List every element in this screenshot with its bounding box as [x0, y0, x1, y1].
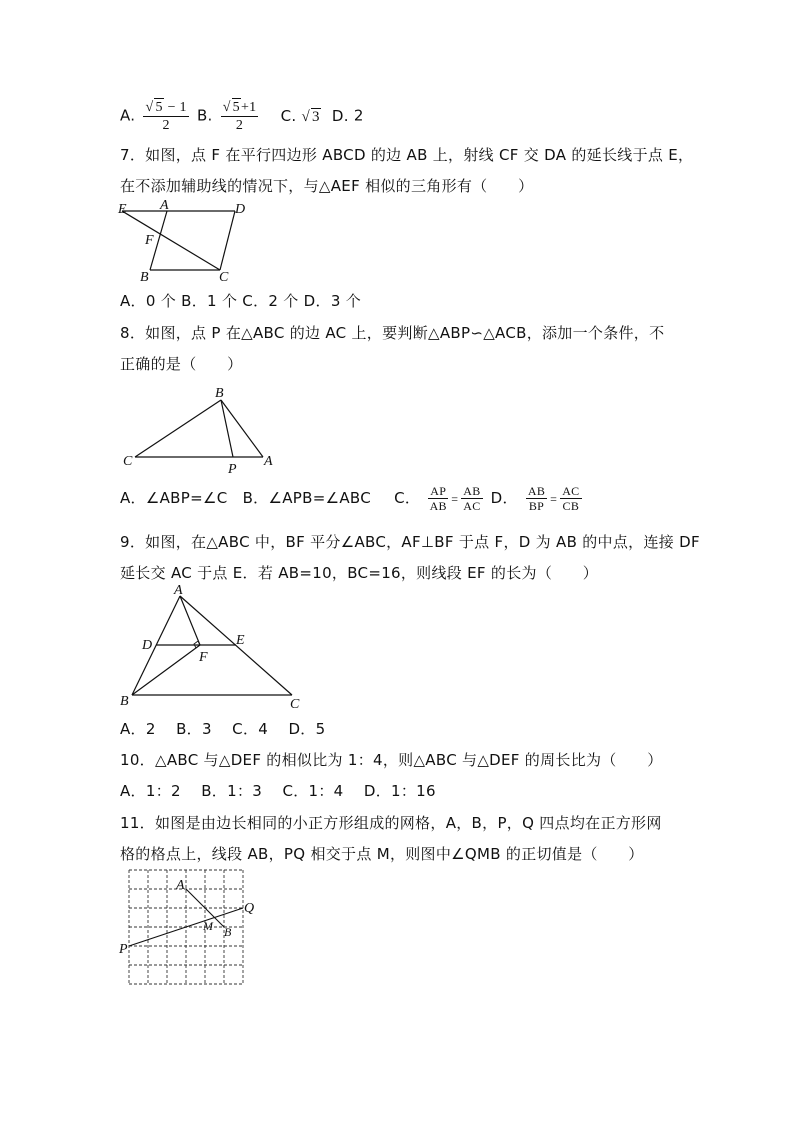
q9-label-B: B — [120, 694, 129, 709]
q7-label-B: B — [140, 270, 149, 285]
q8-c-eq: = — [451, 492, 459, 506]
q6-option-a-fraction: $\frac{√ 5 - 1}{2}$ — [145, 100, 187, 133]
q7-stem-line2: 在不添加辅助线的情况下，与△AEF 相似的三角形有（ ） — [120, 177, 534, 195]
q6-option-c-value: √ 3 — [301, 108, 320, 125]
q6-a-radicand: 5 — [155, 100, 163, 115]
q6-option-c-label: C. — [280, 106, 297, 125]
q7-stem-line1: 7．如图，点 F 在平行四边形 ABCD 的边 AB 上，射线 CF 交 DA 的延长线于点 E， — [120, 146, 694, 164]
q8-d-left-fraction — [526, 484, 547, 513]
q8-c-right-den: AC — [463, 499, 481, 513]
q8-c-right-num: AB — [463, 484, 481, 498]
q8-d-right-num: AC — [562, 484, 580, 498]
q9-label-D: D — [142, 638, 153, 653]
q8-options — [120, 484, 585, 513]
q7-figure — [110, 198, 260, 288]
q11-label-Q: Q — [244, 901, 255, 916]
q9-label-A: A — [174, 583, 183, 598]
q11-label-B: B — [224, 925, 232, 939]
q8-stem-line2: 正确的是（ ） — [120, 355, 243, 373]
q7-line-EC — [122, 211, 220, 270]
q11-stem-line1: 11．如图是由边长相同的小正方形组成的网格，A，B，P，Q 四点均在正方形网 — [120, 814, 662, 832]
q8-d-eq: = — [550, 492, 558, 506]
q8-figure — [115, 385, 285, 480]
q8-label-A: A — [264, 454, 273, 469]
q11-stem-line2: 格的格点上，线段 AB，PQ 相交于点 M，则图中∠QMB 的正切值是（ ） — [120, 845, 644, 863]
q7-label-C: C — [219, 270, 229, 285]
q6-option-d-label: D. — [331, 106, 349, 125]
q8-option-d-label: D． — [490, 489, 518, 507]
q8-option-c-label: C． — [394, 489, 421, 507]
q7-label-A: A — [160, 198, 169, 213]
q8-line-CB — [135, 400, 221, 457]
q9-label-F: F — [199, 650, 208, 665]
q6-option-b-label: B. — [196, 106, 213, 125]
q8-label-C: C — [123, 454, 133, 469]
q7-label-F: F — [145, 233, 154, 248]
q6-b-num-rest: +1 — [240, 100, 257, 115]
q9-label-E: E — [236, 633, 245, 648]
q6-option-d-value: 2 — [353, 106, 364, 125]
q8-label-B: B — [215, 386, 224, 401]
q8-option-a: A．∠ABP=∠C — [120, 489, 228, 507]
q9-line-AF — [180, 596, 200, 645]
q6-a-den: 2 — [162, 118, 170, 133]
q9-options: A．2 B．3 C．4 D．5 — [120, 720, 326, 738]
q6-option-a-label: A. — [120, 106, 136, 125]
q8-stem-line1: 8．如图，点 P 在△ABC 的边 AC 上，要判断△ABP∽△ACB，添加一个条件，不 — [120, 324, 665, 342]
q8-c-left-num: AP — [430, 484, 447, 498]
q6-option-b-fraction: $\frac{√ 5+1}{2}$ — [222, 100, 257, 133]
q9-stem-line1: 9．如图，在△ABC 中，BF 平分∠ABC，AF⊥BF 于点 F，D 为 AB 的中点，连接 DF — [120, 533, 700, 551]
q9-label-C: C — [290, 697, 300, 712]
q11-label-A: A — [176, 878, 185, 893]
q7-label-E: E — [118, 202, 127, 217]
q11-grid-figure — [116, 866, 266, 991]
q9-stem-line2: 延长交 AC 于点 E．若 AB=10，BC=16，则线段 EF 的长为（ ） — [120, 564, 599, 582]
q8-c-left-fraction — [428, 484, 448, 513]
q9-figure — [110, 582, 310, 712]
q11-label-M: M — [203, 919, 213, 933]
q6-a-num-rest: − 1 — [167, 100, 187, 115]
q8-c-left-den: AB — [429, 499, 447, 513]
q8-c-right-fraction — [461, 484, 482, 513]
q10-options: A．1：2 B．1：3 C．1：4 D．1：16 — [120, 782, 436, 800]
q8-d-right-fraction — [560, 484, 581, 513]
q8-option-b: B．∠APB=∠ABC — [242, 489, 371, 507]
q7-label-D: D — [235, 202, 246, 217]
q8-label-P: P — [228, 462, 237, 477]
q8-d-left-den: BP — [528, 499, 545, 513]
q7-line-DC — [220, 211, 235, 270]
q11-label-P: P — [119, 942, 128, 957]
q6-b-den: 2 — [235, 118, 244, 133]
q6-c-radicand: 3 — [312, 108, 320, 125]
q8-d-right-den: CB — [562, 499, 580, 513]
q6-b-radicand: 5 — [232, 100, 240, 115]
q10-stem: 10．△ABC 与△DEF 的相似比为 1：4，则△ABC 与△DEF 的周长比为（ ） — [120, 751, 663, 769]
q7-options: A．0 个 B．1 个 C．2 个 D．3 个 — [120, 292, 362, 310]
q6-options — [120, 98, 364, 134]
q8-d-left-num: AB — [527, 484, 546, 498]
